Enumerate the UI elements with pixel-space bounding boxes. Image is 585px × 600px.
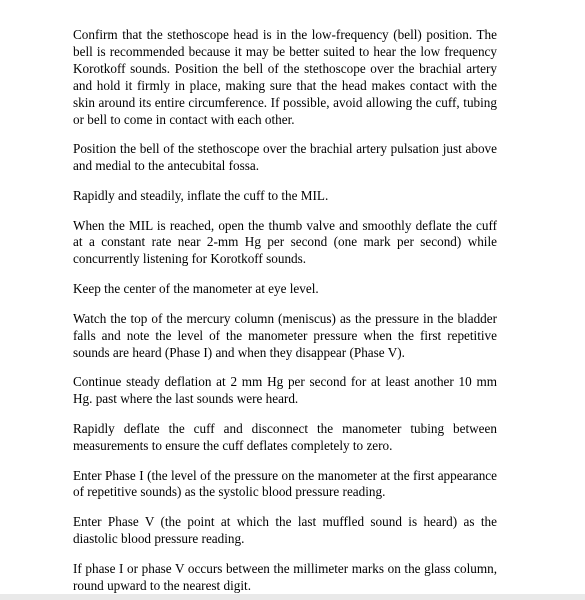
paragraph-continue-deflation: Continue steady deflation at 2 mm Hg per second for at least another 10 mm Hg. past where the last sounds were heard.	[73, 374, 497, 407]
paragraph-bell-position: Position the bell of the stethoscope over the brachial artery pulsation just above and medial to the antecubital fossa.	[73, 141, 497, 174]
paragraph-systolic-reading: Enter Phase I (the level of the pressure on the manometer at the first appearance of repetitive sounds) as the systolic blood pressure reading.	[73, 467, 497, 500]
bottom-border	[0, 594, 585, 600]
document-body	[73, 27, 497, 595]
paragraph-watch-mercury: Watch the top of the mercury column (meniscus) as the pressure in the bladder falls and note the level of the manometer pressure when the first repetitive sounds are heard (Phase I) and when they disappear (Phase V).	[73, 310, 497, 360]
paragraph-eye-level: Keep the center of the manometer at eye level.	[73, 281, 319, 297]
paragraph-rapid-deflate: Rapidly deflate the cuff and disconnect the manometer tubing between measurements to ensure the cuff deflates completely to zero.	[73, 420, 497, 453]
paragraph-rounding-rule: If phase I or phase V occurs between the millimeter marks on the glass column, round upward to the nearest digit.	[73, 560, 497, 593]
paragraph-deflate-cuff: When the MIL is reached, open the thumb valve and smoothly deflate the cuff at a constant rate near 2-mm Hg per second (one mark per second) while concurrently listening for Korotkoff sounds.	[73, 217, 497, 267]
paragraph-inflate-cuff: Rapidly and steadily, inflate the cuff to the MIL.	[73, 187, 329, 203]
paragraph-stethoscope-bell: Confirm that the stethoscope head is in the low-frequency (bell) position. The bell is recommended because it may be better suited to hear the low frequency Korotkoff sounds. Position the bell of the stethoscope over the brachial artery and hold it firmly in place, making sure that the head makes contact with the skin around its entire circumference. If possible, avoid allowing the cuff, tubing or bell to come in contact with each other.	[73, 27, 497, 127]
paragraph-diastolic-reading: Enter Phase V (the point at which the last muffled sound is heard) as the diastolic blood pressure reading.	[73, 514, 497, 547]
